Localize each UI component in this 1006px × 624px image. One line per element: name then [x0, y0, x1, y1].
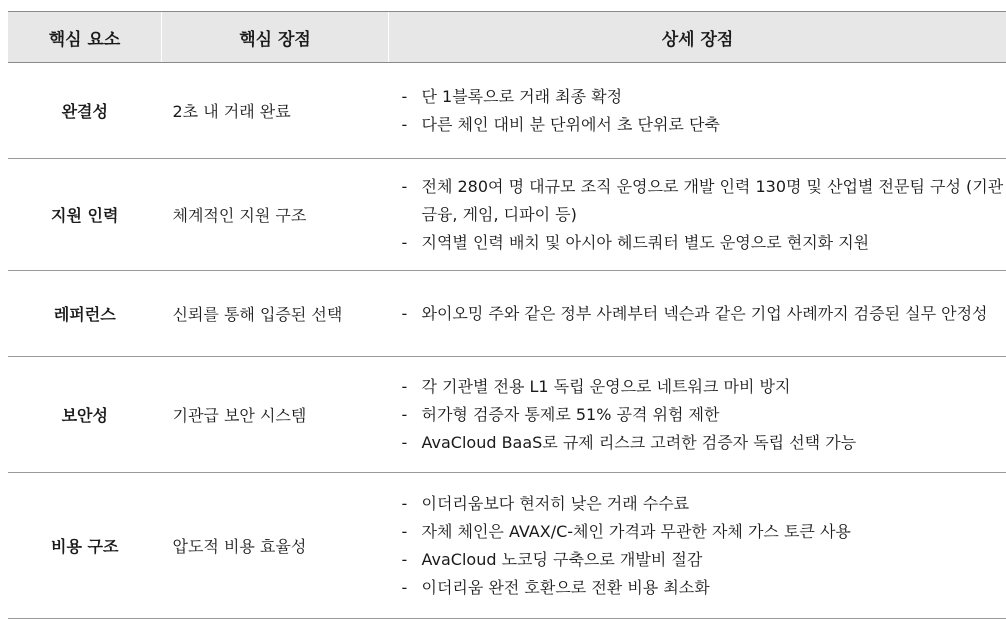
header-core-advantage: 핵심 장점 — [162, 12, 389, 63]
table-row — [8, 159, 1006, 271]
detail-text: AvaCloud BaaS로 규제 리스크 고려한 검증자 독립 선택 가능 — [421, 432, 857, 452]
row-factor: 지원 인력 — [8, 159, 162, 271]
detail-text: 다른 체인 대비 분 단위에서 초 단위로 단축 — [421, 114, 720, 134]
detail-text: 이더리움 완전 호환으로 전환 비용 최소화 — [421, 577, 710, 597]
bullet-dash: - — [401, 404, 408, 424]
header-row — [8, 12, 1006, 63]
row-advantage: 신뢰를 통해 입증된 선택 — [162, 271, 389, 357]
comparison-table — [8, 11, 1006, 619]
detail-list — [402, 373, 1006, 457]
bullet-dash: - — [401, 493, 408, 513]
bullet-dash: - — [401, 86, 408, 106]
table-row — [8, 473, 1006, 619]
bullet-dash: - — [401, 432, 408, 452]
detail-item — [402, 111, 1006, 139]
detail-item — [402, 173, 1006, 229]
row-advantage: 체계적인 지원 구조 — [162, 159, 389, 271]
row-advantage: 압도적 비용 효율성 — [162, 473, 389, 619]
bullet-dash: - — [401, 577, 408, 597]
bullet-dash: - — [401, 114, 408, 134]
row-advantage: 2초 내 거래 완료 — [162, 63, 389, 159]
detail-text: 각 기관별 전용 L1 독립 운영으로 네트워크 마비 방지 — [421, 376, 791, 396]
table-body — [8, 63, 1006, 619]
detail-item — [402, 518, 1006, 546]
detail-text: 허가형 검증자 통제로 51% 공격 위험 제한 — [421, 404, 720, 424]
table-header — [8, 12, 1006, 63]
row-details — [389, 271, 1006, 357]
detail-text: 전체 280여 명 대규모 조직 운영으로 개발 인력 130명 및 산업별 전문팀 구성 (기관금융, 게임, 디파이 등) — [421, 176, 1004, 224]
row-details — [389, 63, 1006, 159]
row-advantage: 기관급 보안 시스템 — [162, 357, 389, 473]
detail-item — [402, 429, 1006, 457]
row-details — [389, 473, 1006, 619]
detail-item — [402, 300, 1006, 328]
row-factor: 레퍼런스 — [8, 271, 162, 357]
table-row — [8, 63, 1006, 159]
detail-text: 이더리움보다 현저히 낮은 거래 수수료 — [421, 493, 690, 513]
row-details — [389, 159, 1006, 271]
row-details — [389, 357, 1006, 473]
detail-list — [402, 300, 1006, 328]
row-factor: 보안성 — [8, 357, 162, 473]
detail-text: 지역별 인력 배치 및 아시아 헤드쿼터 별도 운영으로 현지화 지원 — [421, 232, 870, 252]
detail-item — [402, 83, 1006, 111]
detail-text: AvaCloud 노코딩 구축으로 개발비 절감 — [421, 549, 703, 569]
header-core-factor: 핵심 요소 — [8, 12, 162, 63]
detail-list — [402, 173, 1006, 257]
detail-item — [402, 401, 1006, 429]
header-detail-advantage: 상세 장점 — [389, 12, 1006, 63]
detail-list — [402, 83, 1006, 139]
bullet-dash: - — [401, 549, 408, 569]
bullet-dash: - — [401, 303, 408, 323]
bullet-dash: - — [401, 521, 408, 541]
detail-list — [402, 490, 1006, 602]
detail-text: 와이오밍 주와 같은 정부 사례부터 넥슨과 같은 기업 사례까지 검증된 실무 안정성 — [421, 303, 988, 323]
bullet-dash: - — [401, 376, 408, 396]
bullet-dash: - — [401, 176, 408, 196]
table-row — [8, 271, 1006, 357]
row-factor: 비용 구조 — [8, 473, 162, 619]
table-row — [8, 357, 1006, 473]
detail-text: 자체 체인은 AVAX/C-체인 가격과 무관한 자체 가스 토큰 사용 — [421, 521, 851, 541]
bullet-dash: - — [401, 232, 408, 252]
detail-item — [402, 574, 1006, 602]
detail-item — [402, 490, 1006, 518]
detail-item — [402, 373, 1006, 401]
detail-text: 단 1블록으로 거래 최종 확정 — [421, 86, 623, 106]
row-factor: 완결성 — [8, 63, 162, 159]
detail-item — [402, 546, 1006, 574]
detail-item — [402, 229, 1006, 257]
